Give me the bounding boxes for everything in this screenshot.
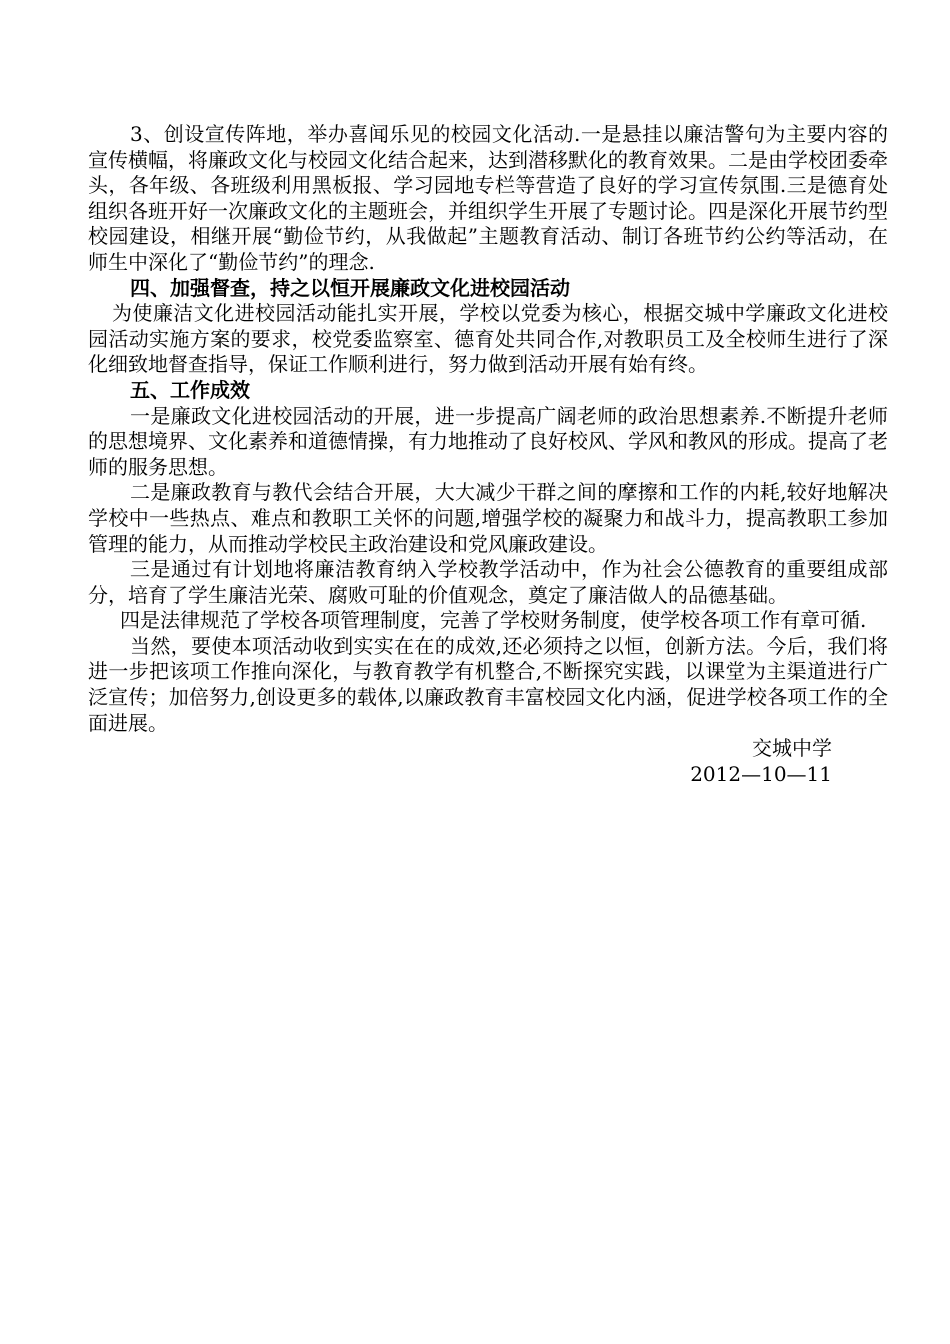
- signature-date: 2012—10—11: [690, 761, 832, 786]
- paragraph-result-4: 四是法律规范了学校各项管理制度，完善了学校财务制度，使学校各项工作有章可循.: [120, 608, 867, 633]
- document-page: [88, 122, 888, 787]
- signature-organization: 交城中学: [752, 736, 832, 761]
- section-heading-supervision: 四、加强督查，持之以恒开展廉政文化进校园活动: [130, 275, 570, 300]
- paragraph-publicity: 3、创设宣传阵地，举办喜闻乐见的校园文化活动.一是悬挂以廉洁警句为主要内容的宣传横幅，将廉政文化与校园文化结合起来，达到潜移默化的教育效果。二是由学校团委牵头，各年级、各班级利用黑板报、学习园地专栏等营造了良好的学习宣传氛围.三是德育处组织各班开好一次廉政文化的主题班会，并组织学生开展了专题讨论。四是深化开展节约型校园建设，相继开展“勤俭节约，从我做起”主题教育活动、制订各班节约公约等活动，在师生中深化了“勤俭节约”的理念.: [88, 122, 888, 274]
- paragraph-result-3: 三是通过有计划地将廉洁教育纳入学校教学活动中，作为社会公德教育的重要组成部分，培育了学生廉洁光荣、腐败可耻的价值观念，奠定了廉洁做人的品德基础。: [88, 557, 888, 607]
- section-heading-results: 五、工作成效: [130, 377, 250, 402]
- paragraph-result-1: 一是廉政文化进校园活动的开展，进一步提高广阔老师的政治思想素养.不断提升老师的思想境界、文化素养和道德情操，有力地推动了良好校风、学风和教风的形成。提高了老师的服务思想。: [88, 403, 888, 479]
- paragraph-result-2: 二是廉政教育与教代会结合开展，大大减少干群之间的摩擦和工作的内耗,较好地解决学校中一些热点、难点和教职工关怀的问题,增强学校的凝聚力和战斗力，提高教职工参加管理的能力，从而推动学校民主政治建设和党风廉政建设。: [88, 480, 888, 556]
- paragraph-supervision: 为使廉洁文化进校园活动能扎实开展，学校以党委为核心，根据交城中学廉政文化进校园活动实施方案的要求，校党委监察室、德育处共同合作,对教职员工及全校师生进行了深化细致地督查指导，保证工作顺利进行，努力做到活动开展有始有终。: [88, 301, 888, 377]
- paragraph-conclusion: 当然，要使本项活动收到实实在在的成效,还必须持之以恒，创新方法。今后，我们将进一步把该项工作推向深化，与教育教学有机整合,不断探究实践，以课堂为主渠道进行广泛宣传；加倍努力,创设更多的载体,以廉政教育丰富校园文化内涵，促进学校各项工作的全面进展。: [88, 633, 888, 735]
